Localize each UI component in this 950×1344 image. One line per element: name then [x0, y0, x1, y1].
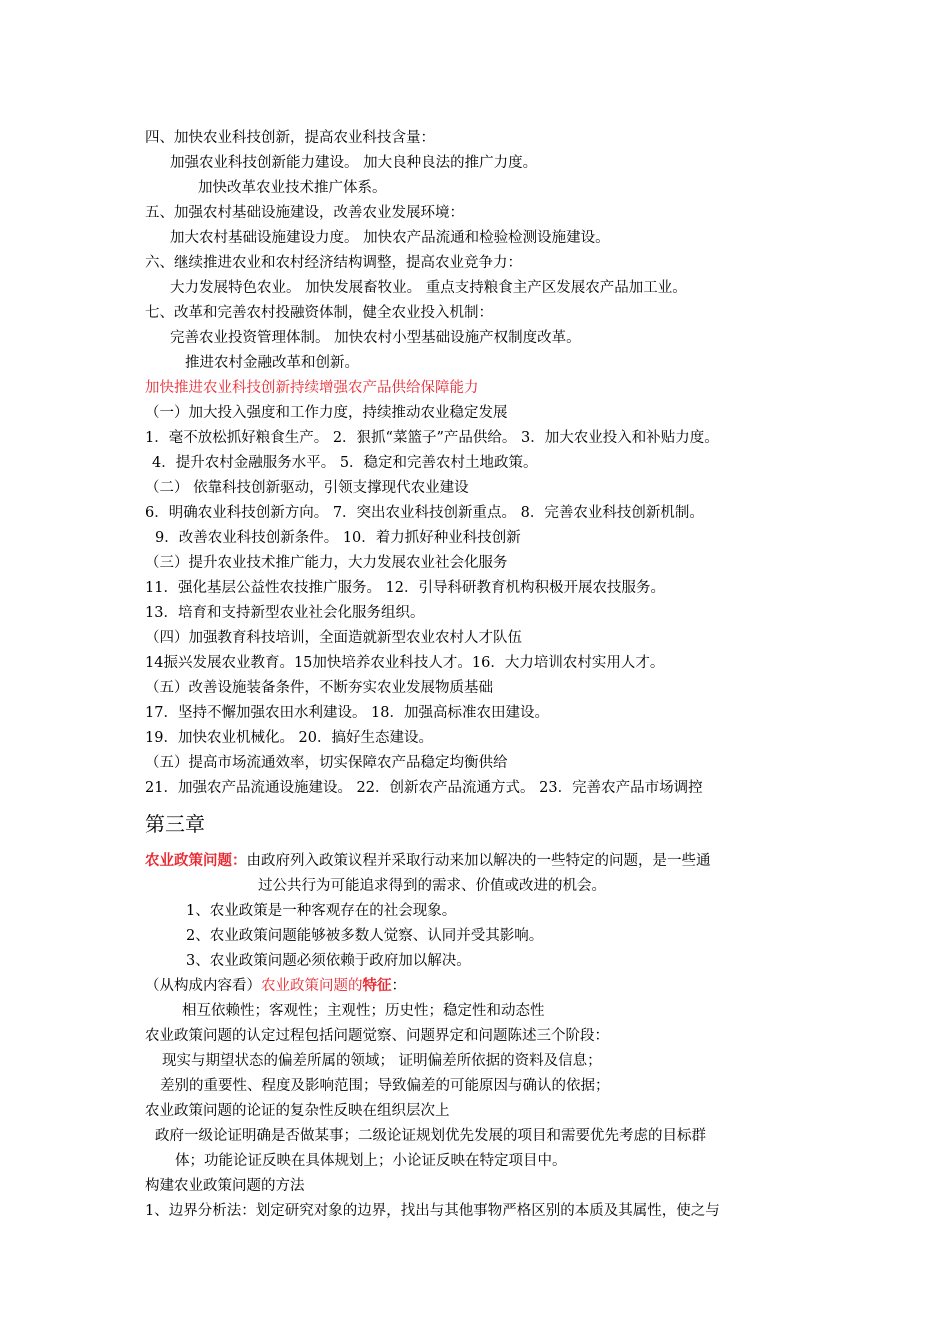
subheading: （五）提高市场流通效率，切实保障农产品稳定均衡供给: [145, 755, 508, 771]
feature-term-bold: 特征: [362, 977, 392, 994]
text-line: 17．坚持不懈加强农田水利建设。 18．加强高标准农田建设。: [145, 705, 550, 721]
feature-term: 农业政策问题的: [261, 978, 363, 994]
text-line: 农业政策问题的论证的复杂性反映在组织层次上: [145, 1103, 450, 1119]
text-line: 1．毫不放松抓好粮食生产。 2．狠抓“菜篮子”产品供给。 3．加大农业投入和补贴力度。: [145, 430, 719, 446]
definition-text: 由政府列入政策议程并采取行动来加以解决的一些特定的问题，是一些通: [246, 853, 711, 869]
definition-term: 农业政策问题：: [145, 852, 247, 869]
text-line: 4．提升农村金融服务水平。 5．稳定和完善农村土地政策。: [152, 455, 538, 471]
text-line: 大力发展特色农业。 加快发展畜牧业。 重点支持粮食主产区发展农产品加工业。: [170, 280, 687, 296]
text-line: 14振兴发展农业教育。15加快培养农业科技人才。16．大力培训农村实用人才。: [145, 655, 665, 671]
subheading: （三）提升农业技术推广能力，大力发展农业社会化服务: [145, 555, 508, 571]
heading-section-7: 七、改革和完善农村投融资体制，健全农业投入机制：: [145, 305, 493, 321]
text-line: 加大农村基础设施建设力度。 加快农产品流通和检验检测设施建设。: [170, 230, 610, 246]
heading-section-5: 五、加强农村基础设施建设，改善农业发展环境：: [145, 205, 464, 221]
heading-section-6: 六、继续推进农业和农村经济结构调整，提高农业竞争力：: [145, 255, 522, 271]
definition-line: [145, 851, 711, 871]
text-line: 推进农村金融改革和创新。: [185, 355, 359, 371]
text-line: 加强农业科技创新能力建设。 加大良种良法的推广力度。: [170, 155, 538, 171]
text-line: 农业政策问题的认定过程包括问题觉察、问题界定和问题陈述三个阶段：: [145, 1028, 609, 1044]
subheading: （一）加大投入强度和工作力度，持续推动农业稳定发展: [145, 405, 508, 421]
section-title-red: 加快推进农业科技创新持续增强农产品供给保障能力: [145, 380, 479, 396]
text-line: 6．明确农业科技创新方向。 7．突出农业科技创新重点。 8．完善农业科技创新机制。: [145, 505, 704, 521]
text-line: 完善农业投资管理体制。 加快农村小型基础设施产权制度改革。: [170, 330, 581, 346]
text-line: 加快改革农业技术推广体系。: [198, 180, 387, 196]
list-item: 3、农业政策问题必须依赖于政府加以解决。: [186, 953, 471, 969]
text-line: 构建农业政策问题的方法: [145, 1178, 305, 1194]
subheading: （五）改善设施装备条件，不断夯实农业发展物质基础: [145, 680, 493, 696]
feature-prefix: （从构成内容看）: [145, 978, 261, 994]
text-line: 9．改善农业科技创新条件。 10．着力抓好种业科技创新: [155, 530, 521, 546]
text-line: 过公共行为可能追求得到的需求、价值或改进的机会。: [258, 878, 606, 894]
list-item: 2、农业政策问题能够被多数人觉察、认同并受其影响。: [186, 928, 544, 944]
text-line: 13．培育和支持新型农业社会化服务组织。: [145, 605, 425, 621]
text-line: 差别的重要性、程度及影响范围；导致偏差的可能原因与确认的依据；: [160, 1078, 610, 1094]
text-line: 11．强化基层公益性农技推广服务。 12．引导科研教育机构积极开展农技服务。: [145, 580, 666, 596]
subheading: （四）加强教育科技培训，全面造就新型农业农村人才队伍: [145, 630, 522, 646]
feature-colon: ：: [391, 978, 406, 994]
feature-heading: [145, 976, 406, 996]
text-line: 1、边界分析法：划定研究对象的边界，找出与其他事物严格区别的本质及其属性，使之与: [145, 1203, 720, 1219]
text-line: 现实与期望状态的偏差所属的领域； 证明偏差所依据的资料及信息；: [162, 1053, 602, 1069]
text-line: 体；功能论证反映在具体规划上；小论证反映在特定项目中。: [175, 1153, 567, 1169]
text-line: 政府一级论证明确是否做某事；二级论证规划优先发展的项目和需要优先考虑的目标群: [155, 1128, 706, 1144]
heading-section-4: 四、加快农业科技创新，提高农业科技含量：: [145, 130, 435, 146]
subheading: （二） 依靠科技创新驱动，引领支撑现代农业建设: [145, 480, 469, 496]
text-line: 相互依赖性；客观性；主观性；历史性；稳定性和动态性: [182, 1003, 545, 1019]
text-line: 19．加快农业机械化。 20．搞好生态建设。: [145, 730, 434, 746]
chapter-title: 第三章: [145, 812, 205, 836]
text-line: 21．加强农产品流通设施建设。 22．创新农产品流通方式。 23．完善农产品市场调控: [145, 780, 703, 796]
list-item: 1、农业政策是一种客观存在的社会现象。: [186, 903, 457, 919]
